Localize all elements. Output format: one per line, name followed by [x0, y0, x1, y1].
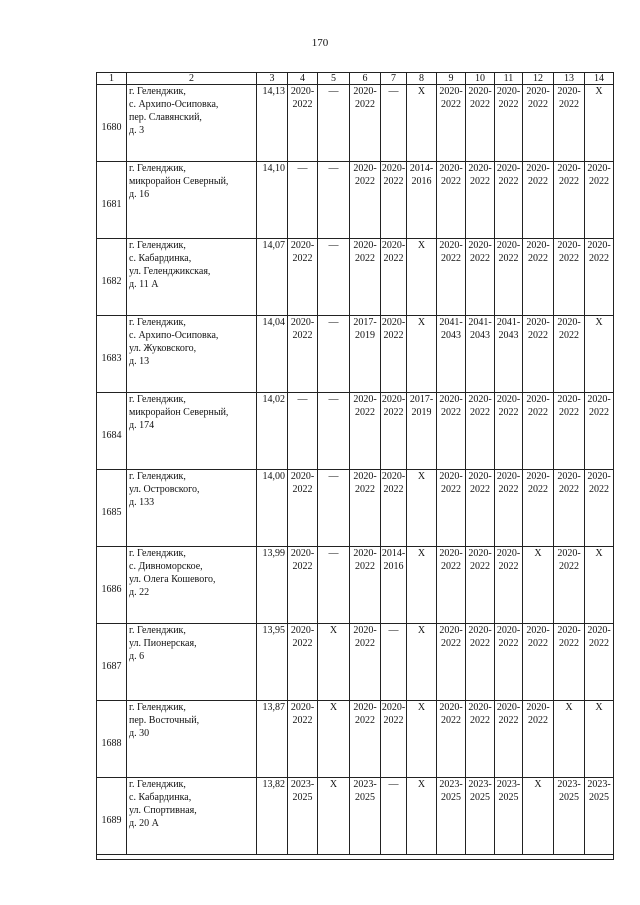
address-line: г. Геленджик,: [129, 86, 186, 97]
schedule-cell: 2020- 2022: [381, 239, 407, 316]
schedule-cell: X: [523, 778, 554, 855]
schedule-cell: 2014- 2016: [407, 162, 437, 239]
table-row: [97, 239, 614, 316]
address-line: д. 11 А: [129, 279, 159, 290]
address-line: д. 20 А: [129, 818, 159, 829]
row-number: 1684: [97, 393, 127, 470]
schedule-cell: 2020- 2022: [437, 470, 466, 547]
address-line: г. Геленджик,: [129, 317, 186, 328]
schedule-cell: X: [407, 624, 437, 701]
area-cell: 14,02: [257, 393, 288, 470]
schedule-cell: —: [318, 547, 350, 624]
row-number: 1685: [97, 470, 127, 547]
schedule-cell: 2020- 2022: [437, 547, 466, 624]
schedule-cell: 2020- 2022: [554, 316, 585, 393]
address-line: г. Геленджик,: [129, 394, 186, 405]
schedule-cell: 2020- 2022: [381, 470, 407, 547]
schedule-cell: 2020- 2022: [554, 239, 585, 316]
schedule-cell: 2020- 2022: [585, 239, 614, 316]
schedule-cell: 2020- 2022: [381, 162, 407, 239]
schedule-cell: 2020- 2022: [523, 624, 554, 701]
table-row: [97, 778, 614, 855]
schedule-cell: 2020- 2022: [523, 239, 554, 316]
column-header: 1: [97, 73, 127, 85]
address-line: г. Геленджик,: [129, 702, 186, 713]
address-line: с. Кабардинка,: [129, 253, 192, 264]
schedule-cell: 2020- 2022: [466, 624, 495, 701]
area-cell: 14,04: [257, 316, 288, 393]
schedule-cell: X: [523, 547, 554, 624]
table-row: [97, 393, 614, 470]
schedule-cell: 2020- 2022: [495, 624, 523, 701]
column-header: 11: [495, 73, 523, 85]
schedule-cell: 2020- 2022: [381, 316, 407, 393]
schedule-cell: 2020- 2022: [585, 624, 614, 701]
schedule-cell: 2020- 2022: [495, 162, 523, 239]
schedule-cell: 2020- 2022: [288, 624, 318, 701]
schedule-cell: 2020- 2022: [466, 239, 495, 316]
schedule-cell: 2020- 2022: [554, 162, 585, 239]
address-cell: [127, 162, 257, 239]
schedule-cell: 2020- 2022: [350, 624, 381, 701]
address-line: микрорайон Северный,: [129, 176, 229, 187]
schedule-cell: —: [318, 85, 350, 162]
table-row: [97, 470, 614, 547]
schedule-cell: 2020- 2022: [554, 547, 585, 624]
table-row: [97, 316, 614, 393]
schedule-cell: —: [318, 470, 350, 547]
address-line: г. Геленджик,: [129, 163, 186, 174]
schedule-cell: 2020- 2022: [554, 85, 585, 162]
schedule-cell: 2020- 2022: [554, 624, 585, 701]
column-header: 13: [554, 73, 585, 85]
schedule-cell: X: [585, 547, 614, 624]
column-header: 14: [585, 73, 614, 85]
schedule-cell: 2020- 2022: [585, 162, 614, 239]
column-header: 9: [437, 73, 466, 85]
schedule-cell: 2020- 2022: [554, 393, 585, 470]
address-cell: [127, 393, 257, 470]
schedule-cell: 2020- 2022: [437, 85, 466, 162]
schedule-cell: —: [381, 85, 407, 162]
address-line: с. Архипо-Осиповка,: [129, 99, 219, 110]
row-number: 1680: [97, 85, 127, 162]
address-line: г. Геленджик,: [129, 471, 186, 482]
address-line: г. Геленджик,: [129, 625, 186, 636]
schedule-cell: 2017- 2019: [350, 316, 381, 393]
schedule-cell: 2020- 2022: [495, 239, 523, 316]
schedule-cell: 2020- 2022: [350, 239, 381, 316]
schedule-cell: 2020- 2022: [288, 701, 318, 778]
schedule-cell: 2020- 2022: [466, 162, 495, 239]
schedule-cell: 2023- 2025: [437, 778, 466, 855]
schedule-cell: 2020- 2022: [495, 547, 523, 624]
schedule-cell: 2020- 2022: [523, 85, 554, 162]
schedule-cell: 2017- 2019: [407, 393, 437, 470]
address-cell: [127, 701, 257, 778]
table-row: [97, 701, 614, 778]
area-cell: 13,99: [257, 547, 288, 624]
schedule-cell: 2020- 2022: [288, 85, 318, 162]
area-cell: 14,10: [257, 162, 288, 239]
address-line: ул. Островского,: [129, 484, 200, 495]
row-number: 1683: [97, 316, 127, 393]
area-cell: 14,00: [257, 470, 288, 547]
schedule-cell: —: [318, 239, 350, 316]
area-cell: 14,13: [257, 85, 288, 162]
address-cell: [127, 778, 257, 855]
schedule-cell: 2020- 2022: [495, 85, 523, 162]
address-line: д. 3: [129, 125, 145, 136]
address-cell: [127, 239, 257, 316]
schedule-cell: 2020- 2022: [554, 470, 585, 547]
table-row: [97, 162, 614, 239]
row-number: 1687: [97, 624, 127, 701]
schedule-cell: 2020- 2022: [495, 701, 523, 778]
schedule-cell: 2020- 2022: [350, 547, 381, 624]
schedule-cell: X: [585, 316, 614, 393]
address-line: пер. Славянский,: [129, 112, 202, 123]
schedule-cell: 2020- 2022: [585, 470, 614, 547]
row-number: 1686: [97, 547, 127, 624]
address-line: г. Геленджик,: [129, 779, 186, 790]
address-line: ул. Геленджикская,: [129, 266, 211, 277]
schedule-cell: 2020- 2022: [523, 162, 554, 239]
schedule-cell: 2020- 2022: [466, 701, 495, 778]
table-bottom: [97, 855, 614, 860]
schedule-cell: X: [318, 778, 350, 855]
address-line: г. Геленджик,: [129, 548, 186, 559]
page-number: 170: [311, 37, 329, 49]
address-cell: [127, 470, 257, 547]
bottom-band: [97, 855, 614, 860]
schedule-cell: X: [407, 547, 437, 624]
schedule-cell: 2020- 2022: [350, 85, 381, 162]
schedule-cell: X: [585, 85, 614, 162]
schedule-cell: 2023- 2025: [554, 778, 585, 855]
schedule-cell: 2020- 2022: [466, 393, 495, 470]
address-line: с. Архипо-Осиповка,: [129, 330, 219, 341]
schedule-cell: 2020- 2022: [466, 470, 495, 547]
schedule-cell: 2020- 2022: [437, 701, 466, 778]
schedule-cell: 2020- 2022: [288, 470, 318, 547]
schedule-cell: 2023- 2025: [466, 778, 495, 855]
schedule-cell: 2020- 2022: [288, 316, 318, 393]
address-line: д. 174: [129, 420, 155, 431]
schedule-cell: X: [585, 701, 614, 778]
schedule-cell: 2020- 2022: [288, 239, 318, 316]
address-line: г. Геленджик,: [129, 240, 186, 251]
address-line: пер. Восточный,: [129, 715, 200, 726]
schedule-cell: 2020- 2022: [523, 393, 554, 470]
schedule-cell: 2020- 2022: [466, 85, 495, 162]
schedule-cell: —: [381, 624, 407, 701]
schedule-cell: 2020- 2022: [350, 162, 381, 239]
area-cell: 13,87: [257, 701, 288, 778]
schedule-cell: 2020- 2022: [523, 470, 554, 547]
schedule-cell: 2023- 2025: [585, 778, 614, 855]
schedule-cell: X: [554, 701, 585, 778]
column-header: 8: [407, 73, 437, 85]
column-header: 4: [288, 73, 318, 85]
address-line: ул. Пионерская,: [129, 638, 197, 649]
schedule-cell: 2020- 2022: [495, 470, 523, 547]
schedule-cell: 2020- 2022: [466, 547, 495, 624]
schedule-cell: X: [407, 316, 437, 393]
schedule-cell: X: [407, 85, 437, 162]
schedule-cell: 2020- 2022: [437, 624, 466, 701]
schedule-cell: 2020- 2022: [585, 393, 614, 470]
schedule-cell: 2041- 2043: [437, 316, 466, 393]
column-header: 5: [318, 73, 350, 85]
schedule-cell: X: [407, 701, 437, 778]
address-line: микрорайон Северный,: [129, 407, 229, 418]
schedule-cell: —: [288, 393, 318, 470]
address-line: ул. Спортивная,: [129, 805, 197, 816]
header-row: [97, 73, 614, 85]
schedule-cell: —: [318, 393, 350, 470]
column-header: 3: [257, 73, 288, 85]
row-number: 1689: [97, 778, 127, 855]
area-cell: 13,82: [257, 778, 288, 855]
schedule-cell: —: [318, 316, 350, 393]
schedule-cell: 2023- 2025: [288, 778, 318, 855]
schedule-cell: 2020- 2022: [437, 239, 466, 316]
table-row: [97, 85, 614, 162]
address-line: д. 6: [129, 651, 145, 662]
schedule-cell: 2014- 2016: [381, 547, 407, 624]
schedule-cell: X: [407, 239, 437, 316]
schedule-cell: 2023- 2025: [495, 778, 523, 855]
schedule-cell: X: [318, 624, 350, 701]
address-line: с. Дивноморское,: [129, 561, 203, 572]
address-line: д. 16: [129, 189, 150, 200]
address-line: ул. Олега Кошевого,: [129, 574, 216, 585]
schedule-cell: 2020- 2022: [350, 470, 381, 547]
address-line: д. 22: [129, 587, 150, 598]
column-header: 6: [350, 73, 381, 85]
schedule-cell: X: [318, 701, 350, 778]
table-row: [97, 547, 614, 624]
schedule-cell: 2020- 2022: [381, 393, 407, 470]
schedule-cell: 2020- 2022: [437, 393, 466, 470]
schedule-cell: 2041- 2043: [466, 316, 495, 393]
address-line: с. Кабардинка,: [129, 792, 192, 803]
schedule-cell: 2020- 2022: [350, 393, 381, 470]
address-cell: [127, 316, 257, 393]
table-row: [97, 624, 614, 701]
address-line: ул. Жуковского,: [129, 343, 197, 354]
area-cell: 14,07: [257, 239, 288, 316]
schedule-cell: 2020- 2022: [495, 393, 523, 470]
schedule-cell: 2020- 2022: [523, 316, 554, 393]
schedule-cell: 2041- 2043: [495, 316, 523, 393]
address-line: д. 13: [129, 356, 150, 367]
register-table: [96, 72, 614, 860]
address-cell: [127, 547, 257, 624]
area-cell: 13,95: [257, 624, 288, 701]
row-number: 1688: [97, 701, 127, 778]
address-cell: [127, 624, 257, 701]
address-cell: [127, 85, 257, 162]
schedule-cell: 2020- 2022: [381, 701, 407, 778]
schedule-cell: 2020- 2022: [350, 701, 381, 778]
schedule-cell: 2020- 2022: [523, 701, 554, 778]
row-number: 1682: [97, 239, 127, 316]
column-header: 7: [381, 73, 407, 85]
schedule-cell: X: [407, 470, 437, 547]
schedule-cell: X: [407, 778, 437, 855]
address-line: д. 133: [129, 497, 155, 508]
column-header: 10: [466, 73, 495, 85]
schedule-cell: —: [318, 162, 350, 239]
column-header: 12: [523, 73, 554, 85]
schedule-cell: 2020- 2022: [437, 162, 466, 239]
schedule-cell: 2020- 2022: [288, 547, 318, 624]
row-number: 1681: [97, 162, 127, 239]
address-line: д. 30: [129, 728, 150, 739]
schedule-cell: —: [381, 778, 407, 855]
column-header: 2: [127, 73, 257, 85]
schedule-cell: 2023- 2025: [350, 778, 381, 855]
schedule-cell: —: [288, 162, 318, 239]
